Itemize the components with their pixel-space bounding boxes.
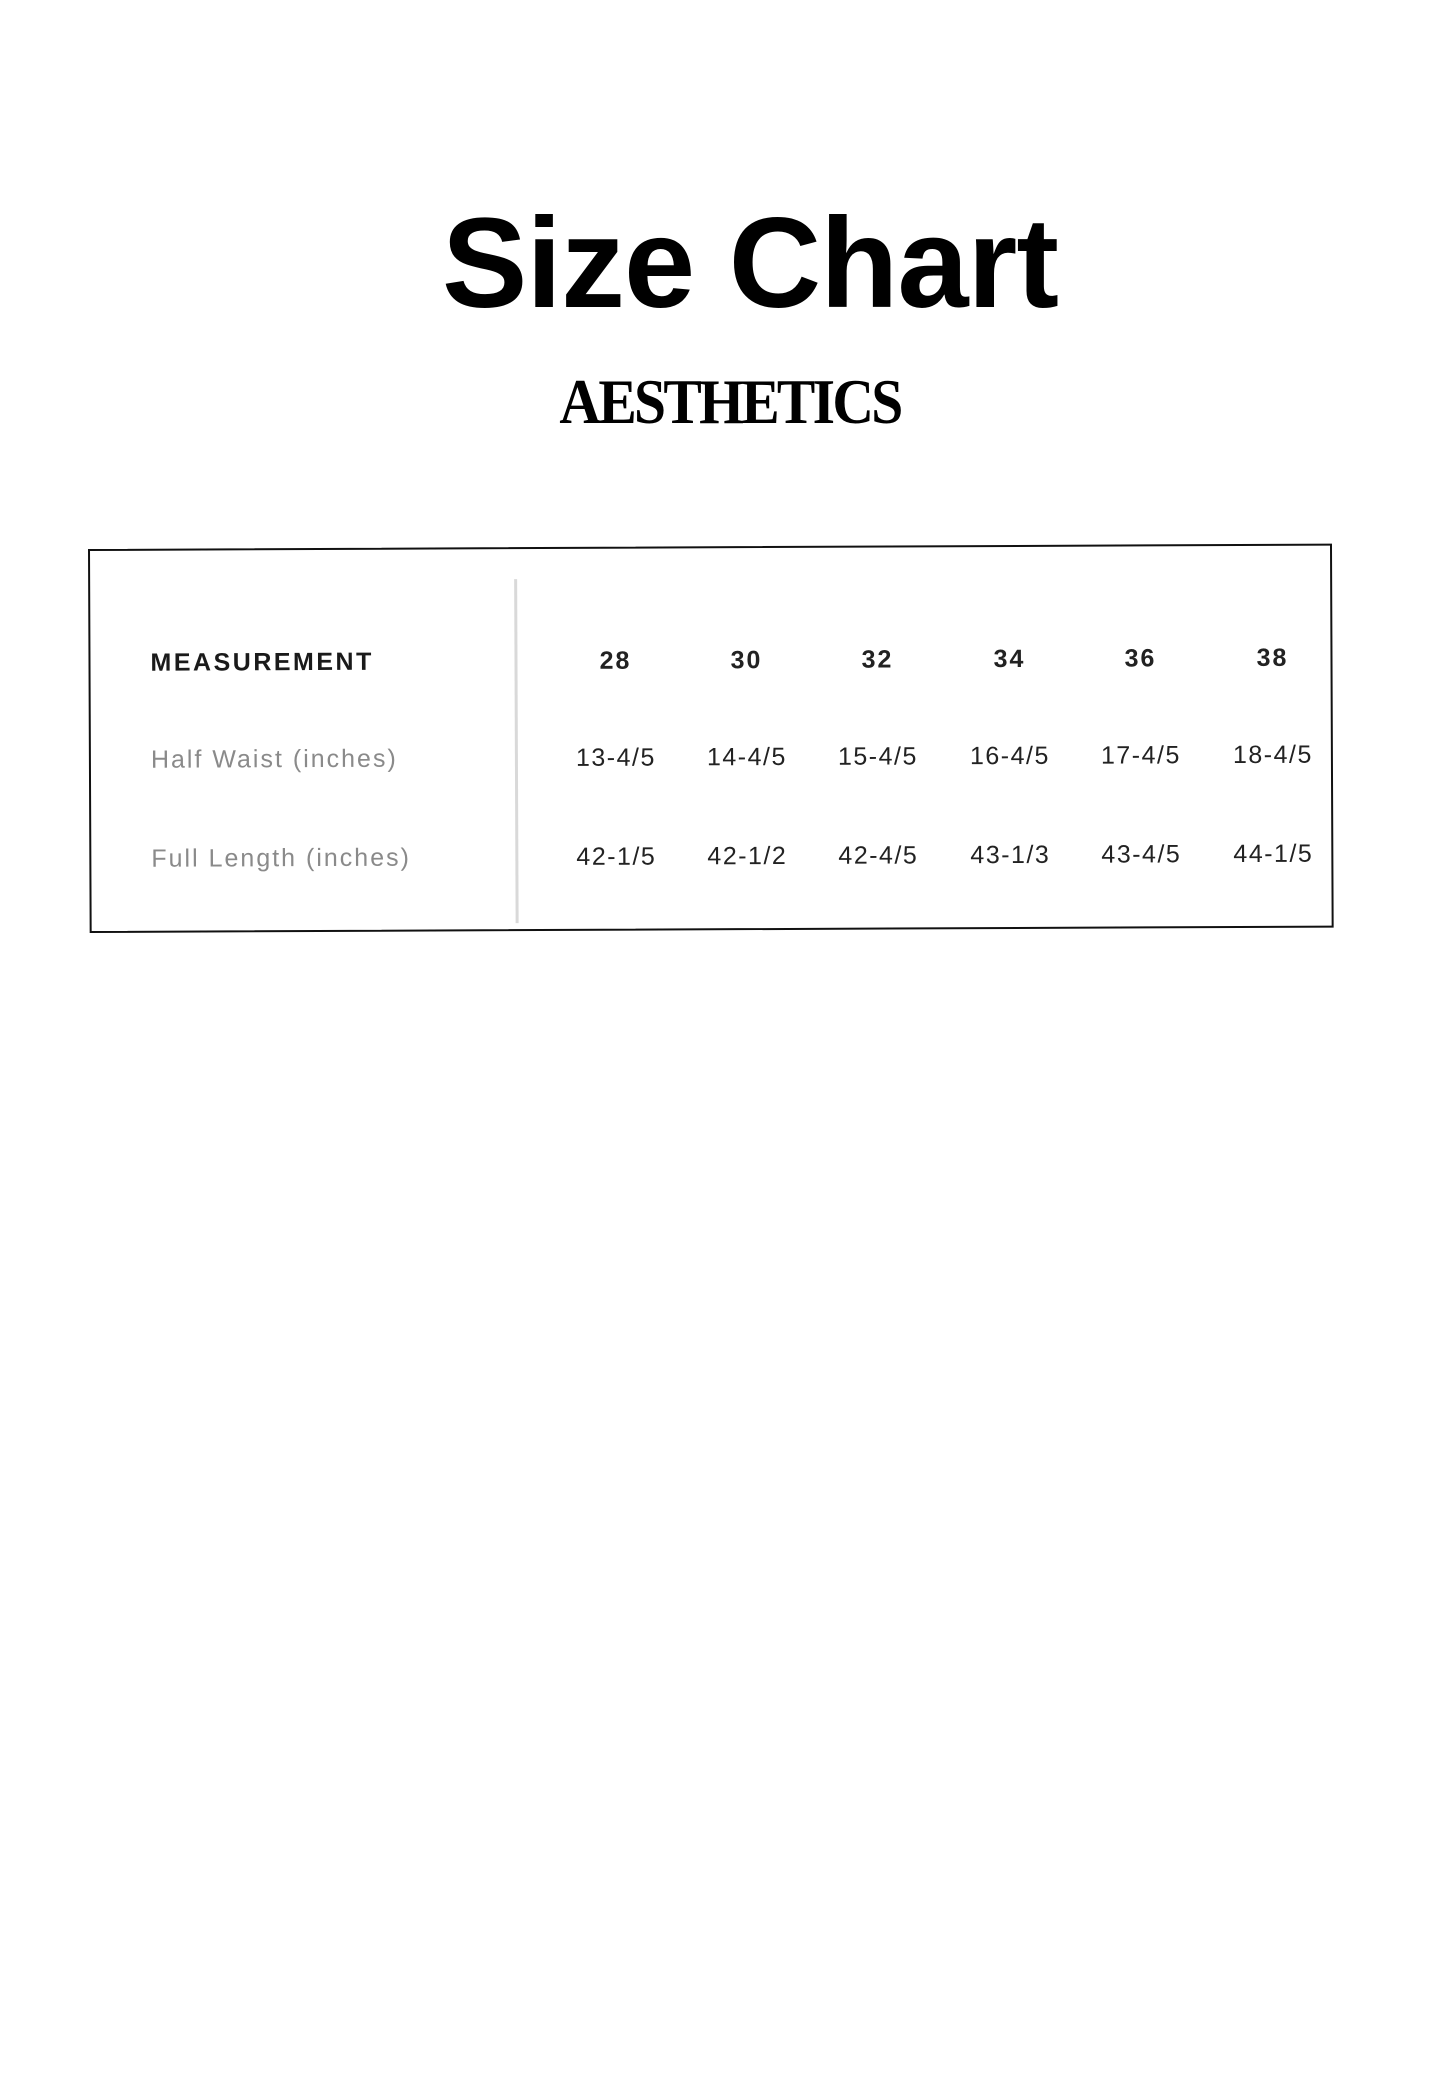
table-cell: 15-4/5 (837, 742, 918, 771)
size-header-36: 36 (1124, 644, 1157, 673)
table-cell: 43-1/3 (970, 840, 1051, 870)
table-cell: 16-4/5 (969, 741, 1050, 771)
table-cell: 42-1/5 (576, 842, 657, 871)
size-header-30: 30 (730, 646, 763, 675)
table-row-full-length (91, 834, 1331, 879)
table-cell: 44-1/5 (1233, 839, 1314, 869)
full-length-label: Full Length (inches) (151, 843, 411, 873)
size-header-38: 38 (1256, 643, 1289, 672)
table-cell: 42-4/5 (838, 841, 919, 870)
size-header-28: 28 (599, 646, 632, 675)
table-cell: 42-1/2 (707, 841, 788, 871)
measurement-header: MEASUREMENT (150, 647, 374, 677)
table-header-row (90, 638, 1330, 683)
size-header-32: 32 (861, 645, 894, 674)
half-waist-label: Half Waist (inches) (150, 744, 398, 774)
table-cell: 17-4/5 (1100, 741, 1181, 770)
table-cell: 14-4/5 (706, 742, 787, 772)
size-chart-table (88, 544, 1334, 933)
size-header-34: 34 (993, 644, 1026, 674)
table-cell: 13-4/5 (575, 743, 656, 772)
table-row-half-waist (91, 735, 1331, 780)
page-title: Size Chart (442, 192, 1058, 335)
table-cell: 43-4/5 (1101, 840, 1182, 869)
table-cell: 18-4/5 (1232, 740, 1313, 770)
brand-name: AESTHETICS (559, 366, 901, 437)
